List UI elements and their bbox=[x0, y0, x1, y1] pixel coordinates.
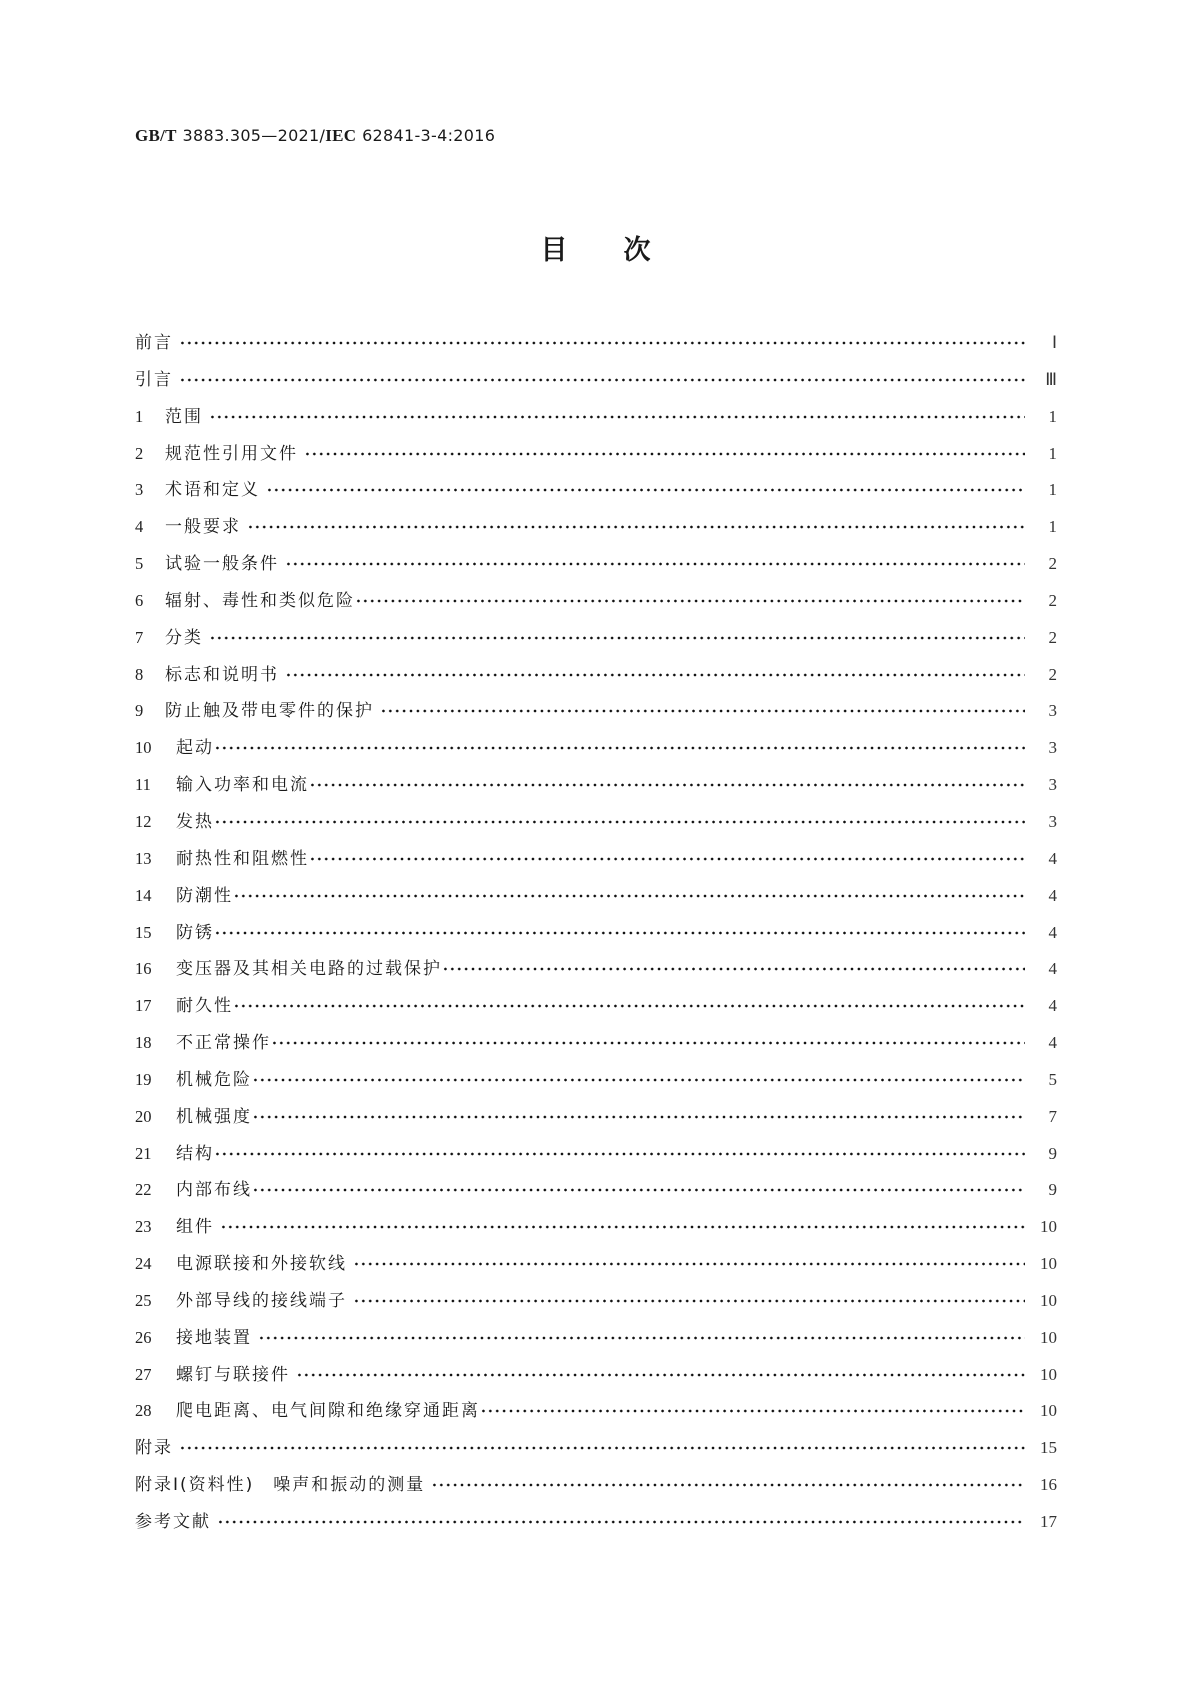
toc-entry-number: 1 bbox=[135, 406, 144, 426]
toc-entry-page-number: 7 bbox=[1048, 1106, 1057, 1126]
toc-entry-label: 前言 bbox=[135, 333, 173, 353]
toc-entry-number: 24 bbox=[135, 1254, 152, 1274]
toc-entry-page-number: 10 bbox=[1040, 1401, 1057, 1421]
dot-leader bbox=[179, 1435, 1025, 1455]
dot-leader bbox=[252, 1177, 1025, 1197]
toc-entry-page-number: 2 bbox=[1048, 627, 1057, 647]
dot-leader bbox=[309, 846, 1025, 866]
toc-entry-page-number: 4 bbox=[1048, 922, 1057, 942]
dot-leader bbox=[442, 956, 1025, 976]
document-header bbox=[135, 126, 495, 146]
toc-entry-page-number: 3 bbox=[1048, 811, 1057, 831]
toc-entry-number: 15 bbox=[135, 922, 152, 942]
toc-entry-page-number: 4 bbox=[1048, 1033, 1057, 1053]
standard-number: 3883.305—2021/ bbox=[182, 126, 326, 145]
toc-entry-page-number: 10 bbox=[1040, 1364, 1057, 1384]
dot-leader bbox=[353, 1288, 1025, 1308]
dot-leader bbox=[252, 1067, 1025, 1087]
toc-entry-page-number: 4 bbox=[1048, 885, 1057, 905]
toc-entry[interactable] bbox=[135, 1323, 1057, 1360]
dot-leader bbox=[179, 367, 1025, 387]
toc-entry[interactable] bbox=[135, 512, 1057, 549]
toc-entry[interactable] bbox=[135, 1065, 1057, 1102]
toc-entry-page-number: 9 bbox=[1048, 1180, 1057, 1200]
toc-entry-number: 14 bbox=[135, 885, 152, 905]
toc-entry-number: 25 bbox=[135, 1290, 152, 1310]
toc-entry[interactable] bbox=[135, 328, 1057, 365]
toc-entry-label: 组件 bbox=[176, 1217, 214, 1238]
toc-entry[interactable] bbox=[135, 733, 1057, 770]
toc-entry-number: 16 bbox=[135, 959, 152, 979]
dot-leader bbox=[380, 698, 1025, 718]
toc-entry-label: 耐久性 bbox=[176, 996, 233, 1017]
toc-entry[interactable] bbox=[135, 991, 1057, 1028]
toc-entry-label: 规范性引用文件 bbox=[165, 443, 298, 464]
dot-leader bbox=[214, 735, 1025, 755]
toc-entry-label: 标志和说明书 bbox=[165, 664, 279, 685]
toc-entry[interactable] bbox=[135, 1175, 1057, 1212]
toc-entry[interactable] bbox=[135, 475, 1057, 512]
toc-entry-label: 爬电距离、电气间隙和绝缘穿通距离 bbox=[176, 1401, 480, 1422]
toc-entry-page-number: 4 bbox=[1048, 996, 1057, 1016]
toc-entry[interactable] bbox=[135, 549, 1057, 586]
dot-leader bbox=[271, 1030, 1025, 1050]
toc-entry-label: 防锈 bbox=[176, 922, 214, 943]
toc-entry[interactable] bbox=[135, 770, 1057, 807]
toc-entry-page-number: 1 bbox=[1048, 443, 1057, 463]
toc-entry[interactable] bbox=[135, 1470, 1057, 1507]
toc-entry-page-number: 15 bbox=[1040, 1438, 1057, 1458]
dot-leader bbox=[353, 1251, 1025, 1271]
dot-leader bbox=[247, 514, 1025, 534]
toc-entry-label: 分类 bbox=[165, 627, 203, 648]
iec-number: 62841-3-4:2016 bbox=[362, 126, 496, 145]
toc-entry-label: 内部布线 bbox=[176, 1180, 252, 1201]
toc-entry-label: 范围 bbox=[165, 406, 203, 427]
toc-entry[interactable] bbox=[135, 586, 1057, 623]
dot-leader bbox=[209, 625, 1025, 645]
toc-entry-number: 2 bbox=[135, 443, 144, 463]
toc-entry-label: 不正常操作 bbox=[176, 1033, 271, 1054]
toc-entry[interactable] bbox=[135, 954, 1057, 991]
toc-entry[interactable] bbox=[135, 1249, 1057, 1286]
page-title: 目次 bbox=[540, 235, 707, 266]
toc-entry-label: 附录Ⅰ(资料性) 噪声和振动的测量 bbox=[135, 1475, 426, 1496]
toc-entry-label: 参考文献 bbox=[135, 1512, 211, 1532]
toc-entry-number: 28 bbox=[135, 1401, 152, 1421]
dot-leader bbox=[214, 1141, 1025, 1161]
dot-leader bbox=[355, 588, 1025, 608]
dot-leader bbox=[296, 1362, 1025, 1382]
toc-entry-page-number: 4 bbox=[1048, 959, 1057, 979]
toc-entry[interactable] bbox=[135, 1139, 1057, 1176]
toc-entry-label: 附录 bbox=[135, 1438, 173, 1459]
toc-entry-label: 起动 bbox=[176, 738, 214, 759]
dot-leader bbox=[179, 330, 1025, 350]
toc-entry[interactable] bbox=[135, 844, 1057, 881]
toc-entry-page-number: 10 bbox=[1040, 1254, 1057, 1274]
toc-entry-label: 外部导线的接线端子 bbox=[176, 1290, 347, 1311]
dot-leader bbox=[309, 772, 1025, 792]
toc-entry-page-number: 2 bbox=[1048, 664, 1057, 684]
toc-entry-page-number: 10 bbox=[1040, 1217, 1057, 1237]
toc-entry-label: 结构 bbox=[176, 1143, 214, 1164]
toc-entry[interactable] bbox=[135, 1507, 1057, 1544]
toc-entry-label: 发热 bbox=[176, 811, 214, 832]
toc-entry[interactable] bbox=[135, 918, 1057, 955]
toc-entry-label: 机械强度 bbox=[176, 1106, 252, 1127]
toc-entry[interactable] bbox=[135, 1360, 1057, 1397]
dot-leader bbox=[304, 441, 1025, 461]
toc-entry-number: 27 bbox=[135, 1364, 152, 1384]
toc-entry-number: 3 bbox=[135, 480, 144, 500]
toc-entry[interactable] bbox=[135, 1286, 1057, 1323]
standard-prefix: GB/T bbox=[135, 126, 177, 145]
toc-entry-number: 19 bbox=[135, 1069, 152, 1089]
toc-entry-page-number: 2 bbox=[1048, 590, 1057, 610]
iec-prefix: IEC bbox=[325, 126, 357, 145]
toc-entry-number: 23 bbox=[135, 1217, 152, 1237]
toc-entry-label: 防止触及带电零件的保护 bbox=[165, 701, 374, 722]
toc-entry-page-number: 17 bbox=[1040, 1512, 1057, 1531]
toc-entry-number: 11 bbox=[135, 775, 151, 795]
toc-entry-number: 12 bbox=[135, 811, 152, 831]
dot-leader bbox=[285, 662, 1025, 682]
toc-entry[interactable] bbox=[135, 807, 1057, 844]
toc-entry-label: 机械危险 bbox=[176, 1069, 252, 1090]
toc-entry-page-number: Ⅲ bbox=[1045, 369, 1057, 389]
toc-entry-page-number: 1 bbox=[1048, 406, 1057, 426]
dot-leader bbox=[431, 1472, 1025, 1492]
toc-entry-page-number: 3 bbox=[1048, 701, 1057, 721]
toc-entry-label: 输入功率和电流 bbox=[176, 775, 309, 796]
toc-entry-page-number: 16 bbox=[1040, 1475, 1057, 1495]
toc-entry-label: 变压器及其相关电路的过载保护 bbox=[176, 959, 442, 980]
dot-leader bbox=[258, 1325, 1025, 1345]
toc-entry-label: 一般要求 bbox=[165, 517, 241, 538]
dot-leader bbox=[217, 1509, 1025, 1529]
toc-entry-number: 20 bbox=[135, 1106, 152, 1126]
toc-entry[interactable] bbox=[135, 623, 1057, 660]
toc-entry[interactable] bbox=[135, 1212, 1057, 1249]
toc-entry-number: 21 bbox=[135, 1143, 152, 1163]
toc-entry[interactable] bbox=[135, 402, 1057, 439]
dot-leader bbox=[285, 551, 1025, 571]
dot-leader bbox=[214, 809, 1025, 829]
dot-leader bbox=[233, 883, 1025, 903]
toc-entry-number: 13 bbox=[135, 848, 152, 868]
toc-entry-label: 引言 bbox=[135, 369, 173, 390]
toc-entry[interactable] bbox=[135, 1433, 1057, 1470]
toc-entry-number: 6 bbox=[135, 590, 144, 610]
toc-entry[interactable] bbox=[135, 696, 1057, 733]
toc-entry-label: 防潮性 bbox=[176, 885, 233, 906]
toc-entry-number: 18 bbox=[135, 1033, 152, 1053]
toc-entry-number: 17 bbox=[135, 996, 152, 1016]
table-of-contents bbox=[135, 328, 1057, 1544]
toc-entry[interactable] bbox=[135, 365, 1057, 402]
toc-entry[interactable] bbox=[135, 881, 1057, 918]
toc-entry[interactable] bbox=[135, 1396, 1057, 1433]
toc-entry-page-number: 9 bbox=[1048, 1143, 1057, 1163]
toc-entry-number: 9 bbox=[135, 701, 144, 721]
toc-entry-page-number: 1 bbox=[1048, 517, 1057, 537]
toc-entry-label: 电源联接和外接软线 bbox=[176, 1254, 347, 1275]
dot-leader bbox=[480, 1398, 1025, 1418]
toc-entry-number: 7 bbox=[135, 627, 144, 647]
toc-entry[interactable] bbox=[135, 1028, 1057, 1065]
toc-entry-page-number: 5 bbox=[1048, 1069, 1057, 1089]
toc-entry-page-number: 10 bbox=[1040, 1327, 1057, 1347]
dot-leader bbox=[214, 920, 1025, 940]
toc-entry-label: 辐射、毒性和类似危险 bbox=[165, 590, 355, 611]
toc-entry-page-number: 10 bbox=[1040, 1290, 1057, 1310]
toc-entry-label: 接地装置 bbox=[176, 1327, 252, 1348]
toc-entry-number: 8 bbox=[135, 664, 144, 684]
dot-leader bbox=[209, 404, 1025, 424]
toc-entry-page-number: 4 bbox=[1048, 848, 1057, 868]
toc-entry-page-number: 1 bbox=[1048, 480, 1057, 500]
dot-leader bbox=[233, 993, 1025, 1013]
toc-entry-page-number: Ⅰ bbox=[1051, 333, 1057, 352]
dot-leader bbox=[266, 477, 1025, 497]
toc-entry-label: 螺钉与联接件 bbox=[176, 1364, 290, 1385]
toc-entry-page-number: 2 bbox=[1048, 554, 1057, 574]
dot-leader bbox=[220, 1214, 1025, 1234]
toc-entry-label: 耐热性和阻燃性 bbox=[176, 848, 309, 869]
toc-entry-number: 26 bbox=[135, 1327, 152, 1347]
toc-entry-page-number: 3 bbox=[1048, 738, 1057, 758]
toc-entry-page-number: 3 bbox=[1048, 775, 1057, 795]
toc-entry-number: 4 bbox=[135, 517, 144, 537]
toc-entry-label: 试验一般条件 bbox=[165, 554, 279, 575]
toc-entry-number: 22 bbox=[135, 1180, 152, 1200]
toc-entry-label: 术语和定义 bbox=[165, 480, 260, 501]
dot-leader bbox=[252, 1104, 1025, 1124]
toc-entry[interactable] bbox=[135, 660, 1057, 697]
toc-entry[interactable] bbox=[135, 439, 1057, 476]
toc-entry-number: 10 bbox=[135, 738, 152, 758]
toc-entry-number: 5 bbox=[135, 554, 144, 574]
toc-entry[interactable] bbox=[135, 1102, 1057, 1139]
